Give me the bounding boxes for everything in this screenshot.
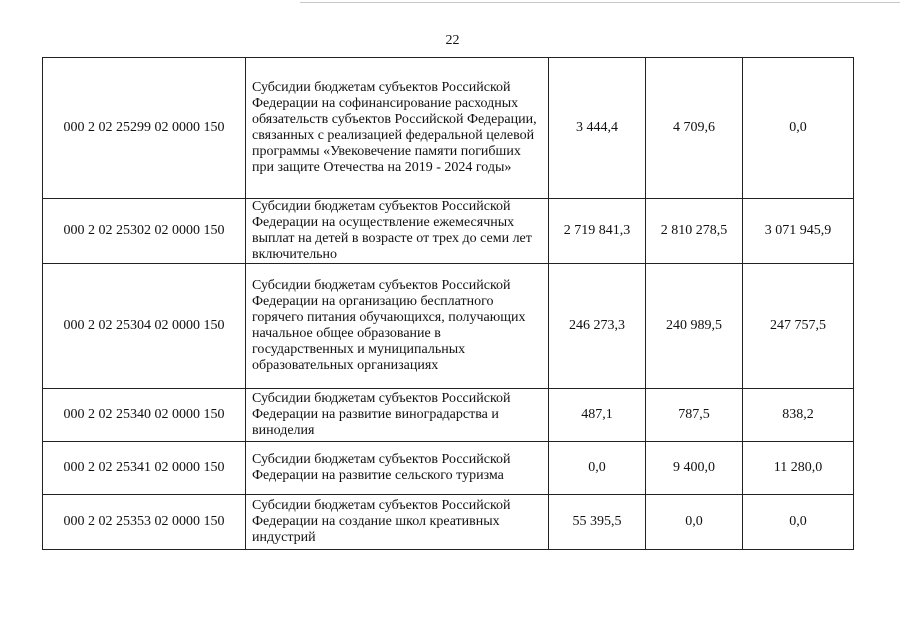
table-row [43, 58, 854, 199]
table-row [43, 264, 854, 389]
amount-cell-3: 838,2 [743, 389, 854, 442]
amount-cell-3: 11 280,0 [743, 442, 854, 495]
description-cell: Субсидии бюджетам субъектов Российской Федерации на софинансирование расходных обязательств субъектов Российской Федерации, связанных с реализацией федеральной целевой программы «Увековечение памяти погибших при защите Отечества на 2019 - 2024 годы» [246, 58, 549, 199]
amount-cell-2: 9 400,0 [646, 442, 743, 495]
description-cell: Субсидии бюджетам субъектов Российской Федерации на создание школ креативных индустрий [246, 495, 549, 550]
budget-table [42, 57, 854, 550]
amount-cell-1: 487,1 [549, 389, 646, 442]
description-cell: Субсидии бюджетам субъектов Российской Федерации на организацию бесплатного горячего питания обучающихся, получающих начальное общее образование в государственных и муниципальных образовательных организациях [246, 264, 549, 389]
amount-cell-1: 2 719 841,3 [549, 199, 646, 264]
amount-cell-2: 0,0 [646, 495, 743, 550]
amount-cell-2: 4 709,6 [646, 58, 743, 199]
amount-cell-1: 3 444,4 [549, 58, 646, 199]
table-row [43, 199, 854, 264]
amount-cell-2: 240 989,5 [646, 264, 743, 389]
amount-cell-3: 0,0 [743, 495, 854, 550]
amount-cell-2: 2 810 278,5 [646, 199, 743, 264]
top-scan-rule [300, 2, 900, 3]
amount-cell-2: 787,5 [646, 389, 743, 442]
amount-cell-3: 247 757,5 [743, 264, 854, 389]
budget-code-cell: 000 2 02 25304 02 0000 150 [43, 264, 246, 389]
description-cell: Субсидии бюджетам субъектов Российской Федерации на осуществление ежемесячных выплат на детей в возрасте от трех до семи лет включительно [246, 199, 549, 264]
budget-code-cell: 000 2 02 25341 02 0000 150 [43, 442, 246, 495]
budget-table-body [43, 58, 854, 550]
budget-code-cell: 000 2 02 25340 02 0000 150 [43, 389, 246, 442]
amount-cell-1: 55 395,5 [549, 495, 646, 550]
description-cell: Субсидии бюджетам субъектов Российской Федерации на развитие виноградарства и виноделия [246, 389, 549, 442]
table-row [43, 389, 854, 442]
amount-cell-1: 0,0 [549, 442, 646, 495]
page-number: 22 [445, 33, 460, 48]
table-row [43, 495, 854, 550]
budget-code-cell: 000 2 02 25299 02 0000 150 [43, 58, 246, 199]
amount-cell-1: 246 273,3 [549, 264, 646, 389]
amount-cell-3: 0,0 [743, 58, 854, 199]
budget-code-cell: 000 2 02 25353 02 0000 150 [43, 495, 246, 550]
table-row [43, 442, 854, 495]
amount-cell-3: 3 071 945,9 [743, 199, 854, 264]
description-cell: Субсидии бюджетам субъектов Российской Федерации на развитие сельского туризма [246, 442, 549, 495]
budget-code-cell: 000 2 02 25302 02 0000 150 [43, 199, 246, 264]
